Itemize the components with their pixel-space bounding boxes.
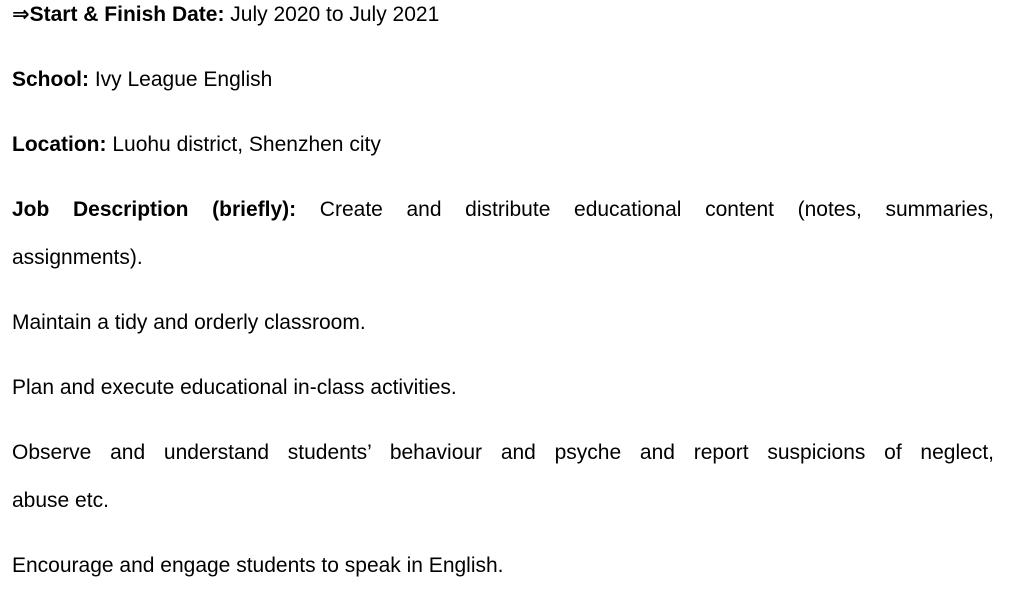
double-arrow-icon: ⇒ bbox=[12, 3, 30, 26]
duty-item: Encourage and engage students to speak in English. bbox=[12, 554, 504, 577]
duty-item-continuation: abuse etc. bbox=[12, 489, 109, 512]
duty-item: Observe and understand students’ behaviour and psyche and report suspicions of neglect, bbox=[12, 441, 994, 464]
location-value: Luohu district, Shenzhen city bbox=[106, 133, 381, 156]
duty-item: Plan and execute educational in-class activities. bbox=[12, 376, 457, 399]
start-finish-date-value: July 2020 to July 2021 bbox=[224, 3, 440, 26]
duty-item: Maintain a tidy and orderly classroom. bbox=[12, 311, 366, 334]
location-label: Location: bbox=[12, 133, 107, 156]
job-description-label: Job Description (briefly): bbox=[12, 198, 297, 221]
school-line bbox=[12, 65, 272, 95]
start-finish-date-line bbox=[12, 0, 439, 30]
school-value: Ivy League English bbox=[89, 68, 273, 91]
start-finish-date-label: Start & Finish Date: bbox=[29, 3, 225, 26]
job-description-line-1 bbox=[12, 195, 994, 225]
school-label: School: bbox=[12, 68, 89, 91]
job-description-value: Create and distribute educational content (notes, summaries, bbox=[296, 198, 994, 221]
job-description-line-2: assignments). bbox=[12, 246, 143, 269]
location-line bbox=[12, 130, 381, 160]
